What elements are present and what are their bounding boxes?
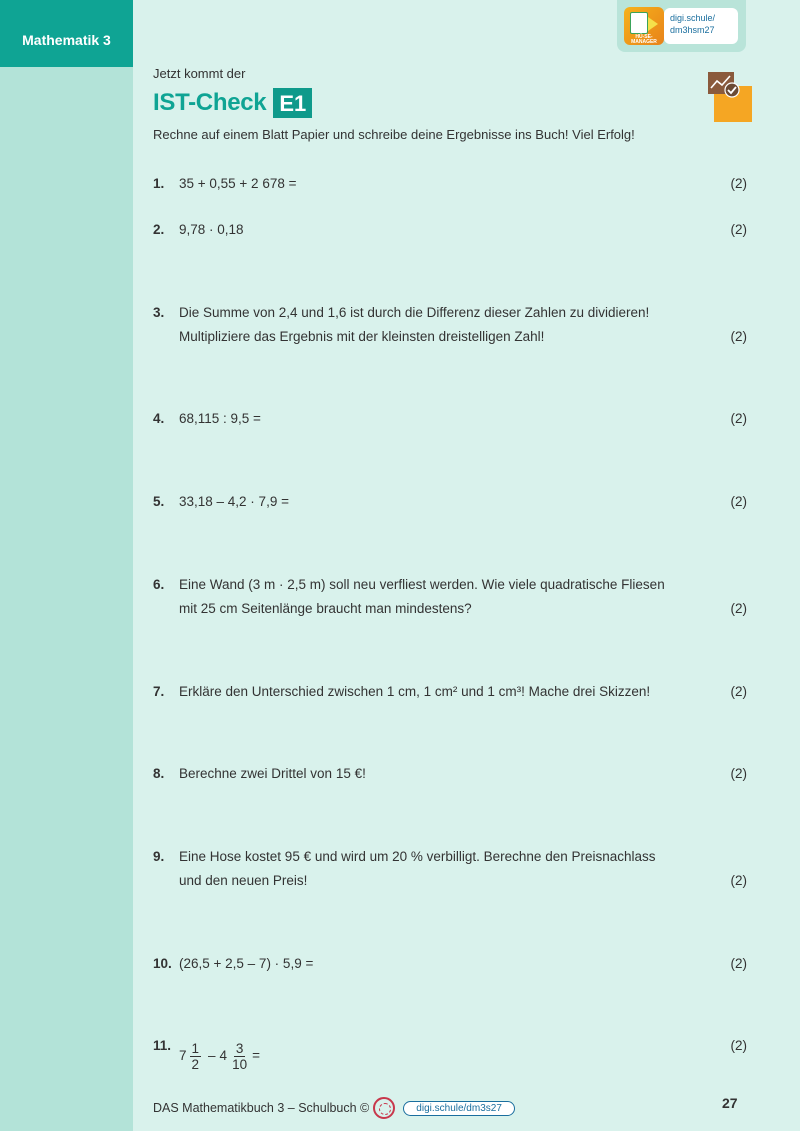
task-number: 11. bbox=[153, 1038, 172, 1053]
task-line: 68,115 : 9,5 = bbox=[179, 411, 261, 426]
title-badge: E1 bbox=[273, 88, 312, 118]
denominator-2: 10 bbox=[232, 1056, 248, 1072]
task-points: (2) bbox=[730, 222, 747, 237]
task-text bbox=[179, 218, 709, 242]
task-number: 3. bbox=[153, 305, 165, 320]
self-check-icon bbox=[708, 72, 752, 122]
instruction-text: Rechne auf einem Blatt Papier und schreibe deine Ergebnisse ins Buch! Viel Erfolg! bbox=[153, 127, 635, 142]
task-4 bbox=[153, 407, 747, 431]
fraction-1 bbox=[190, 1041, 202, 1072]
task-number: 4. bbox=[153, 411, 165, 426]
task-number: 7. bbox=[153, 684, 165, 699]
task-line: Eine Hose kostet 95 € und wird um 20 % verbilligt. Berechne den Preisnachlass bbox=[179, 849, 656, 864]
minus-operator: – bbox=[208, 1048, 216, 1063]
task-text bbox=[179, 301, 709, 349]
publisher-seal-icon bbox=[373, 1097, 395, 1119]
task-line: und den neuen Preis! bbox=[179, 873, 308, 888]
task-points: (2) bbox=[730, 601, 747, 616]
task-line: Multipliziere das Ergebnis mit der kleinsten dreistelligen Zahl! bbox=[179, 329, 545, 344]
task-number: 5. bbox=[153, 494, 165, 509]
task-11 bbox=[153, 1034, 747, 1078]
app-icon-label: HÜ-SE-MANAGER bbox=[631, 34, 657, 45]
task-3 bbox=[153, 301, 747, 349]
task-9 bbox=[153, 845, 747, 893]
whole-part-1: 7 bbox=[179, 1048, 187, 1063]
task-points: (2) bbox=[730, 176, 747, 191]
task-text bbox=[179, 680, 709, 704]
task-number: 2. bbox=[153, 222, 165, 237]
equals-sign: = bbox=[252, 1048, 260, 1063]
task-points: (2) bbox=[730, 956, 747, 971]
task-line: Berechne zwei Drittel von 15 €! bbox=[179, 766, 366, 781]
task-line: (26,5 + 2,5 – 7) · 5,9 = bbox=[179, 956, 314, 971]
subject-tab: Mathematik 3 bbox=[0, 0, 133, 67]
task-7 bbox=[153, 680, 747, 704]
task-6 bbox=[153, 573, 747, 621]
task-1 bbox=[153, 172, 747, 196]
page-number: 27 bbox=[722, 1095, 738, 1111]
task-number: 6. bbox=[153, 577, 165, 592]
digi-link[interactable] bbox=[664, 8, 738, 44]
fraction-2 bbox=[230, 1041, 249, 1072]
task-points: (2) bbox=[730, 873, 747, 888]
task-text bbox=[179, 573, 709, 621]
document-icon bbox=[630, 12, 648, 34]
task-line: Eine Wand (3 m · 2,5 m) soll neu verfliest werden. Wie viele quadratische Fliesen bbox=[179, 577, 665, 592]
task-number: 10. bbox=[153, 956, 172, 971]
task-5 bbox=[153, 490, 747, 514]
task-points: (2) bbox=[730, 1038, 747, 1053]
task-line: Die Summe von 2,4 und 1,6 ist durch die Differenz dieser Zahlen zu dividieren! bbox=[179, 305, 650, 320]
task-text bbox=[179, 490, 709, 514]
task-points: (2) bbox=[730, 494, 747, 509]
intro-text: Jetzt kommt der bbox=[153, 66, 246, 81]
page-title: IST-Check bbox=[153, 89, 267, 116]
digi-link-line1: digi.schule/ bbox=[670, 13, 716, 23]
task-number: 1. bbox=[153, 176, 165, 191]
footer-link[interactable]: digi.schule/dm3s27 bbox=[403, 1101, 515, 1116]
task-points: (2) bbox=[730, 329, 747, 344]
task-number: 9. bbox=[153, 849, 165, 864]
task-text bbox=[179, 845, 709, 893]
sidebar bbox=[0, 0, 133, 1131]
app-icon[interactable] bbox=[624, 7, 664, 45]
footer bbox=[153, 1097, 515, 1119]
task-10 bbox=[153, 952, 747, 976]
task-line: 35 + 0,55 + 2 678 = bbox=[179, 176, 297, 191]
task-text bbox=[179, 762, 709, 786]
task-text bbox=[179, 407, 709, 431]
task-points: (2) bbox=[730, 766, 747, 781]
title-row bbox=[153, 87, 312, 119]
numerator-1: 1 bbox=[191, 1040, 200, 1056]
task-2 bbox=[153, 218, 747, 242]
task-number: 8. bbox=[153, 766, 165, 781]
task-line: 33,18 – 4,2 · 7,9 = bbox=[179, 494, 289, 509]
task-line: mit 25 cm Seitenlänge braucht man mindestens? bbox=[179, 601, 472, 616]
task-8 bbox=[153, 762, 747, 786]
denominator-1: 2 bbox=[191, 1056, 200, 1072]
task-line: 9,78 · 0,18 bbox=[179, 222, 244, 237]
task-line: Erkläre den Unterschied zwischen 1 cm, 1 cm² und 1 cm³! Mache drei Skizzen! bbox=[179, 684, 651, 699]
task-text bbox=[179, 172, 709, 196]
footer-text: DAS Mathematikbuch 3 – Schulbuch © bbox=[153, 1101, 370, 1115]
digi-link-line2: dm3hsm27 bbox=[670, 25, 715, 35]
arrow-icon bbox=[648, 17, 658, 31]
task-expression bbox=[179, 1034, 709, 1078]
whole-part-2: 4 bbox=[219, 1048, 228, 1063]
task-points: (2) bbox=[730, 684, 747, 699]
task-points: (2) bbox=[730, 411, 747, 426]
numerator-2: 3 bbox=[235, 1040, 244, 1056]
task-text bbox=[179, 952, 709, 976]
